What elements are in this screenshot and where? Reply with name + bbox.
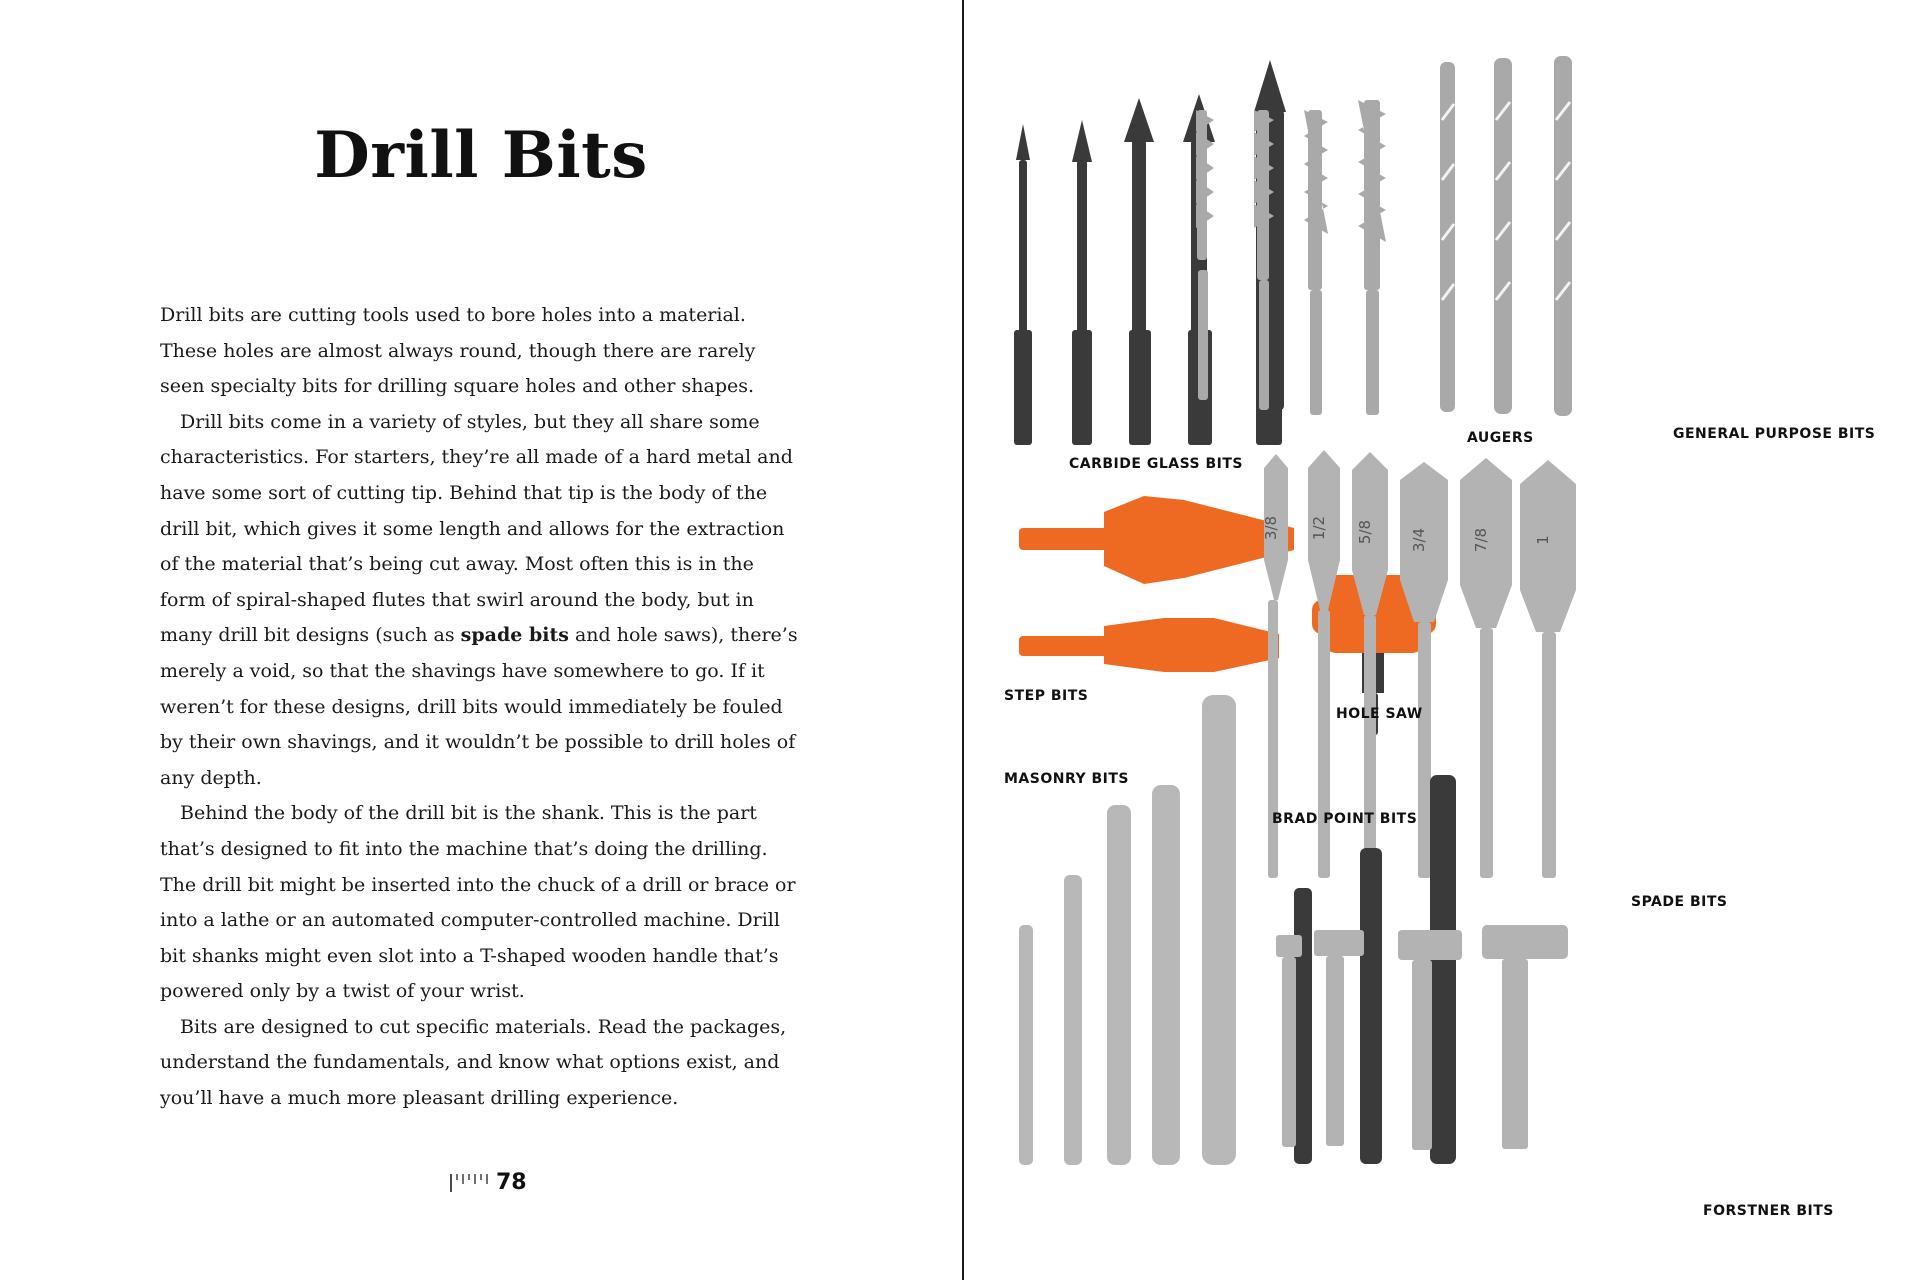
label-hole-saw: HOLE SAW — [1336, 706, 1423, 722]
carbide-bit-2 — [1072, 120, 1092, 445]
ruler-icon — [450, 1170, 490, 1194]
carbide-bit-1 — [1014, 124, 1032, 445]
spade-size-1: 3/8 — [1262, 515, 1280, 541]
label-masonry-bits: MASONRY BITS — [1004, 771, 1130, 787]
page-title: Drill Bits — [314, 118, 648, 193]
paragraph-1: Drill bits are cutting tools used to bore holes into a material. These holes are almost always round, though there are rarely seen specialty bits for drilling square holes and other shapes. — [160, 304, 756, 398]
auger-bit-4 — [1358, 100, 1386, 415]
label-step-bits: STEP BITS — [1004, 688, 1089, 704]
label-carbide-glass-bits: CARBIDE GLASS BITS — [1069, 456, 1243, 472]
page-folio — [450, 1170, 527, 1194]
paragraph-2-start: Drill bits come in a variety of styles, but they all share some characteristics. For starters, they’re all made of a hard metal and have some sort of cutting tip. Behind that tip is the body of the drill bit, which gives it some length and allows for the extraction of the material that’s being cut away. Most often this is in the form of spiral-shaped flutes that swirl around the body, but in many drill bit designs (such as — [160, 410, 793, 647]
spade-bits-term: spade bits — [460, 624, 569, 647]
masonry-bit-4 — [1152, 785, 1180, 1165]
step-bit-1 — [1019, 496, 1294, 584]
forstner-bit-4 — [1482, 925, 1568, 1149]
forstner-bits — [1276, 925, 1568, 1150]
auger-bit-3 — [1304, 110, 1328, 415]
brad-bit-2 — [1360, 848, 1382, 1164]
spade-size-2: 1/2 — [1310, 515, 1328, 541]
spade-size-5: 7/8 — [1472, 527, 1490, 553]
paragraph-2-end: and hole saws), there’s merely a void, so that the shavings have somewhere to go. If it weren’t for these designs, drill bits would immediately be fouled by their own shavings, and it wouldn’t be possible to drill holes of any depth. — [160, 624, 798, 789]
page-number: 78 — [496, 1170, 527, 1195]
spade-bit-6 — [1520, 460, 1576, 878]
brad-bit-1 — [1294, 888, 1312, 1164]
drill-bits-illustration — [964, 0, 1920, 1280]
spade-size-6: 1 — [1534, 535, 1552, 545]
carbide-glass-bits — [1014, 60, 1286, 445]
general-purpose-bits — [1440, 56, 1572, 416]
auger-bits — [1196, 100, 1386, 415]
carbide-bit-3 — [1124, 98, 1154, 445]
paragraph-4: Bits are designed to cut specific materials. Read the packages, understand the fundamentals, and know what options exist, and you’ll have a much more pleasant drilling experience. — [160, 1015, 787, 1110]
step-bits — [1019, 496, 1294, 672]
masonry-bits — [1019, 695, 1236, 1165]
label-general-purpose-bits: GENERAL PURPOSE BITS — [1673, 426, 1876, 442]
label-spade-bits: SPADE BITS — [1631, 894, 1728, 910]
right-page — [964, 0, 1920, 1280]
forstner-bit-2 — [1314, 930, 1364, 1146]
paragraph-2 — [160, 405, 800, 797]
brad-bit-3 — [1430, 775, 1456, 1164]
spade-size-4: 3/4 — [1410, 527, 1428, 553]
masonry-bit-5 — [1202, 695, 1236, 1165]
label-augers: AUGERS — [1467, 430, 1534, 446]
label-forstner-bits: FORSTNER BITS — [1703, 1203, 1834, 1219]
masonry-bit-3 — [1107, 805, 1131, 1165]
label-brad-point-bits: BRAD POINT BITS — [1272, 811, 1418, 827]
masonry-bit-1 — [1019, 925, 1033, 1165]
paragraph-3: Behind the body of the drill bit is the shank. This is the part that’s designed to fit into the machine that’s doing the drilling. The drill bit might be inserted into the chuck of a drill or brace or into a lathe or an automated computer-controlled machine. Drill bit shanks might even slot into a T-shaped wooden handle that’s powered only by a twist of your wrist. — [160, 802, 796, 1003]
body-text — [160, 298, 800, 1117]
step-bit-2 — [1019, 618, 1279, 672]
spade-bit-5 — [1460, 458, 1512, 878]
masonry-bit-2 — [1064, 875, 1082, 1165]
spade-size-3: 5/8 — [1356, 519, 1374, 545]
